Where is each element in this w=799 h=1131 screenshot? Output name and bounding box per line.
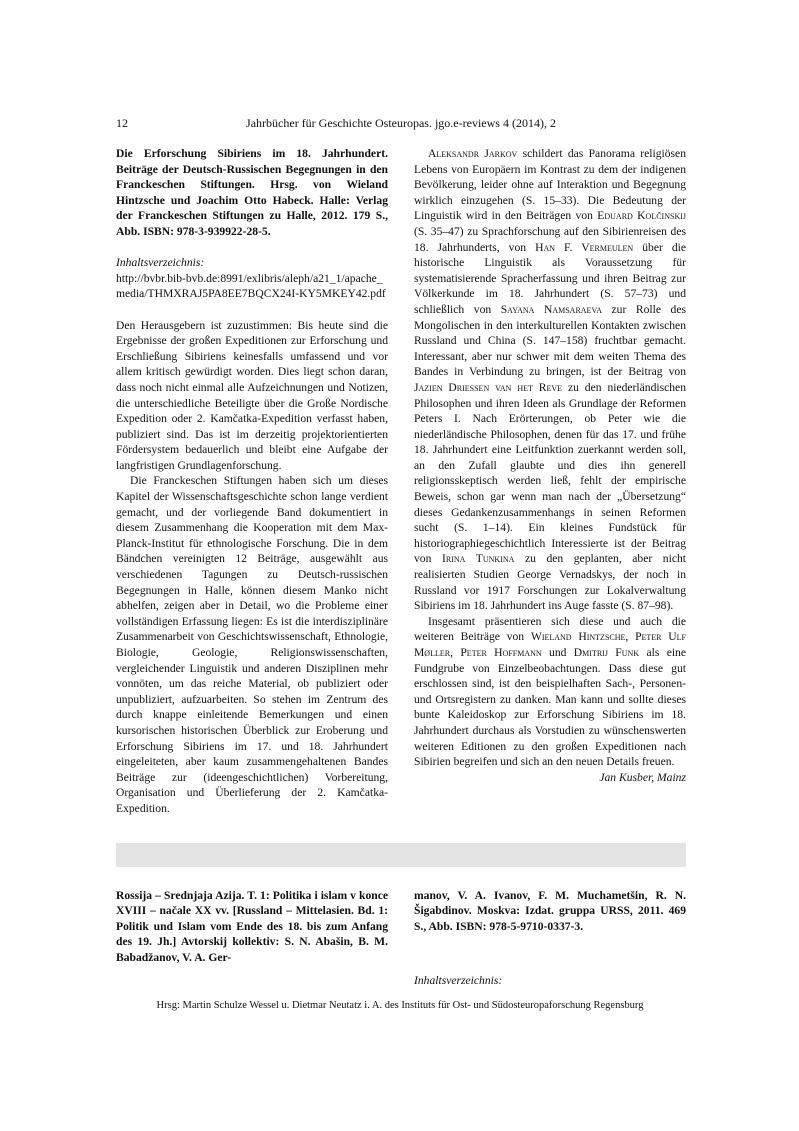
review-paragraph-1: Den Herausgebern ist zuzustimmen: Bis heute sind die Ergebnisse der großen Expeditionen zur Erforschung und Erschließung Sibiriens keinesfalls umfassend und vor allem kritisch gewürdigt worden. Dies liegt schon daran, dass noch nicht einmal alle Aufzeichnungen und Notizen, die unterschiedliche Beteiligte über die Große Nordische Expedition oder 2. Kamčatka-Expedition verfasst haben, publiziert sind. Das ist im derzeitig projektorientierten Fördersystem bedauerlich und bleibt eine Aufgabe der langfristigen Grundlagenforschung.: [116, 318, 388, 472]
paragraph-text: zu den niederländischen Philosophen und ihren Ideen als Grundlage der Reformen Peters I. Nach Erörterungen, ob Peter wie die niederländische Philosophen, denen für das 17. und frühe 18. Jahrhundert eine Leitfunktion zuerkannt werden soll, an den Zufall glaubte und dies ihn generell religionsskeptisch werden ließ, fehlt der empirische Beweis, schon gar wenn man nach der „Übersetzung“ dieses Gedankenzusammenhangs in seinen Reformen sucht (S. 1–14). Ein kleines Fundstück für historiographiegeschichtlich Interessierte ist der Beitrag von: [414, 380, 686, 566]
review-paragraph-3: [414, 146, 686, 614]
page-number: 12: [116, 116, 128, 130]
review-paragraph-4: [414, 614, 686, 770]
paragraph-text: und: [541, 646, 574, 659]
author-name: Wieland Hintzsche: [530, 630, 626, 644]
paragraph-text: ,: [625, 630, 636, 644]
author-name: Aleksandr Jarkov: [428, 147, 518, 160]
review-paragraph-2: Die Franckeschen Stiftungen haben sich um dieses Kapitel der Wissenschaftsgeschichte schon lange verdient gemacht, und der vorliegende Band dokumentiert in diesem Zusammenhang die Kooperation mit dem Max-Planck-Institut für ethnologische Forschung. Die in dem Bändchen vereinigten 12 Beiträge, ausgewählt aus verschiedenen Tagungen zu Deutsch-russischen Begegnungen in Halle, können diesem Manko nicht abhelfen, zeigen aber in Detail, wo die Probleme einer vollständigen Erfassung liegen: Es ist die interdisziplinäre Zusammenarbeit von Geschichtswissenschaft, Ethnologie, Biologie, Geologie, Religionswissenschaften, vergleichender Linguistik und anderen Disziplinen mehr vonnöten, um das reiche Material, ob publiziert oder unpubliziert, aufzuarbeiten. So stehen im Zentrum des durch knappe einleitende Bemerkungen und einen kursorischen historischen Überblick zur Eroberung und Erforschung Sibiriens im 17. und 18. Jahrhundert eingeleiteten, aber kaum zusammengehaltenen Bandes Beiträge zur (ideengeschichtlichen) Vorbereitung, Organisation und Überlieferung der 2. Kamčatka-Expedition.: [116, 474, 388, 815]
toc-label: Inhaltsverzeichnis:: [116, 256, 205, 270]
paragraph-text: zur Rolle des Mongolischen in den interkulturellen Kontakten zwischen Russland und China (S. 147–158) fruchtbar gemacht. Interessant, aber nur schwer mit dem weiten Thema des Bandes in Verbindung zu bringen, ist der Beitrag von: [414, 302, 686, 379]
author-name: Han F. Vermeulen: [535, 240, 634, 254]
paragraph-text: Insgesamt präsentieren sich diese und auch die weiteren Beiträge von: [414, 614, 686, 644]
section-divider-band: [116, 843, 686, 867]
author-name: Peter Hoffmann: [460, 646, 542, 659]
next-review-right: [414, 876, 686, 1000]
author-name: Eduard Kolčinskij: [597, 209, 687, 223]
author-name: Jazien Driessen van het Reve: [414, 380, 563, 394]
running-title: Jahrbücher für Geschichte Osteuropas. jgo.e-reviews 4 (2014), 2: [246, 116, 556, 130]
next-review-left: [116, 876, 388, 977]
left-column: [116, 146, 388, 817]
author-name: Irina Tunkina: [441, 552, 515, 566]
book-title: Die Erforschung Sibiriens im 18. Jahrhundert. Beiträge der Deutsch-Russischen Begegnungen in den Franckeschen Stiftungen. Hrsg. von Wieland Hintzsche und Joachim Otto Habeck. Halle: Verlag der Franckeschen Stiftungen zu Halle, 2012. 179 S., Abb. ISBN: 978-3-939922-28-5.: [116, 147, 388, 238]
right-column: [414, 146, 686, 785]
next-book-title-part-2: manov, V. A. Ivanov, F. M. Muchametšin, R. N. Šigabdinov. Moskva: Izdat. gruppa URSS, 2011. 469 S., Abb. ISBN: 978-5-9710-0337-3.: [414, 888, 686, 933]
paragraph-text: als eine Fundgrube von Einzelbeobachtungen. Dass diese gut erschlossen sind, ist den beispielhaften Sach-, Personen- und Ortsregistern zu danken. Man kann und sollte dieses bunte Kaleidoskop zur Erforschung Sibiriens im 18. Jahrhundert durchaus als Vorstudien zu wünschenswerten weiteren Editionen zu den großen Expeditionen nach Sibirien begreifen und sich an den neuen Details freuen.: [414, 646, 687, 769]
author-name: Peter Ulf Møller: [414, 630, 686, 659]
toc-link[interactable]: http://bvbr.bib-bvb.de:8991/exlibris/aleph/a21_1/apache_media/THMXRAJ5PA8EE7BQCX24I-KY5MKEY42.pdf: [116, 271, 386, 301]
paragraph-text: schildert das Panorama religiösen Lebens von Europäern im Kontrast zu dem der indigenen Bevölkerung, leider ohne auf Interaktion und Begegnung wirklich einzugehen (S. 15–33). Die Bedeutung der Linguistik wird in den Beiträgen von: [414, 147, 686, 223]
paragraph-text: ,: [450, 646, 461, 659]
page-footer: Hrsg: Martin Schulze Wessel u. Dietmar Neutatz i. A. des Instituts für Ost- und Südosteuropaforschung Regensburg: [156, 1000, 644, 1011]
paragraph-text: (S. 35–47) zu Sprachforschung auf den Sibirienreisen des 18. Jahrhunderts, von: [414, 224, 686, 254]
paragraph-text: über die historische Linguistik als Voraussetzung für systematisierende Spracherfassung und ihren Beitrag zur Völkerkunde im 18. Jahrhundert (S. 57–73) und schließlich von: [414, 240, 687, 316]
author-name: Dmitrij Funk: [573, 646, 640, 659]
next-toc-label: Inhaltsverzeichnis:: [414, 974, 503, 988]
reviewer-signature: Jan Kusber, Mainz: [599, 770, 686, 784]
author-name: Sayana Namsaraeva: [500, 302, 602, 316]
next-book-title-part-1: Rossija – Srednjaja Azija. T. 1: Politika i islam v konce XVIII – načale XX vv. [Russland – Mittelasien. Bd. 1: Politik und Islam vom Ende des 18. bis zum Anfang des 19. Jh.] Avtorskij kollektiv: S. N. Abašin, B. M. Babadžanov, V. A. Ger-: [116, 888, 388, 964]
page-header: [116, 116, 686, 132]
paragraph-text: zu den geplanten, aber nicht realisierten Studien George Vernadskys, der noch in Russland vor 1917 Forschungen zur Lokalverwaltung Sibiriens im 18. Jahrhundert ins Auge fasste (S. 87–98).: [414, 552, 686, 613]
